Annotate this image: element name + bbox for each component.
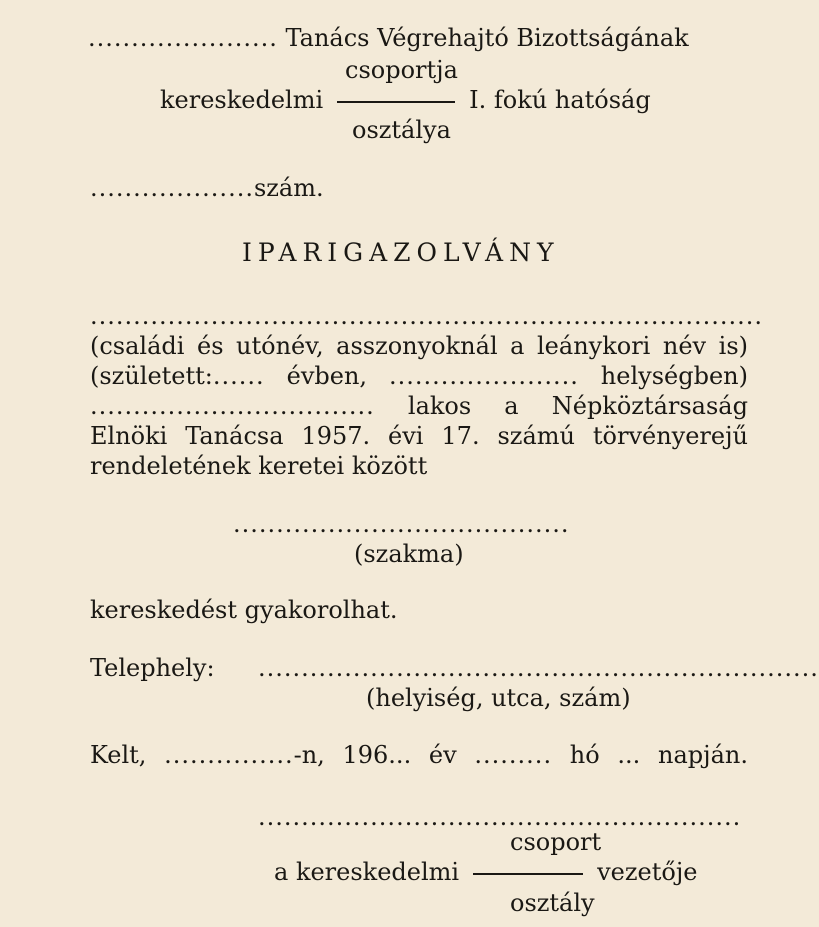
- council-name-dots: ......................: [88, 24, 278, 52]
- header-line-1: [88, 26, 689, 50]
- signature-line: [274, 860, 697, 884]
- born-year-dots: ......: [212, 362, 265, 390]
- dated-place-group: [164, 741, 411, 769]
- born-place-label: helységben): [600, 362, 748, 390]
- dated-month-dots: .........: [474, 741, 553, 769]
- header-divider-rule: [337, 101, 455, 103]
- header-group: csoportja: [345, 56, 458, 84]
- born-year-label: évben,: [286, 362, 368, 390]
- council-title: Tanács Végrehajtó Bizottságának: [285, 24, 689, 52]
- header-line-3: [160, 88, 651, 112]
- holder-name-note: (családi és utónév, asszonyoknál a leánykori név is): [90, 332, 748, 360]
- holder-born-line: [90, 364, 748, 388]
- signature-group: csoport: [510, 828, 602, 856]
- dated-month-label: hó ...: [569, 741, 641, 769]
- signature-head: vezetője: [597, 858, 698, 886]
- born-label: (született:: [90, 362, 213, 390]
- dated-prefix: Kelt,: [90, 741, 147, 769]
- born-place-dots: ......................: [389, 362, 579, 390]
- resident-dots: .................................: [90, 392, 375, 420]
- trade-dots: .......................................: [233, 510, 570, 538]
- header-commercial: kereskedelmi: [160, 86, 324, 114]
- holder-name-dots: ..............................................................................: [90, 302, 764, 330]
- signature-dots: ........................................................: [258, 803, 742, 831]
- dated-day-label: napján.: [658, 741, 748, 769]
- header-authority: I. fokú hatóság: [469, 86, 651, 114]
- dated-year-label: év: [428, 741, 457, 769]
- number-label: szám.: [253, 174, 324, 202]
- signature-divider-rule: [473, 873, 583, 875]
- site-dots: .................................................................: [258, 654, 819, 682]
- decree-line-1: Elnöki Tanácsa 1957. évi 17. számú törvényerejű: [90, 422, 748, 450]
- dated-line: [90, 743, 748, 767]
- site-note: (helyiség, utca, szám): [366, 684, 631, 712]
- signature-department: osztály: [510, 889, 595, 917]
- trade-label: (szakma): [354, 540, 464, 568]
- number-dots: ...................: [90, 174, 254, 202]
- dated-year-prefix: -n, 196...: [293, 741, 412, 769]
- holder-resident-line: [90, 394, 748, 418]
- number-line: [90, 176, 324, 200]
- permission-text: kereskedést gyakorolhat.: [90, 596, 398, 624]
- document-title: IPARIGAZOLVÁNY: [242, 238, 560, 267]
- signature-commercial: a kereskedelmi: [274, 858, 460, 886]
- header-department: osztálya: [352, 116, 451, 144]
- site-label: Telephely:: [90, 654, 215, 682]
- resident-text: lakos a Népköztársaság: [407, 392, 748, 420]
- decree-line-2: rendeletének keretei között: [90, 452, 428, 480]
- dated-place-dots: ...............: [164, 741, 294, 769]
